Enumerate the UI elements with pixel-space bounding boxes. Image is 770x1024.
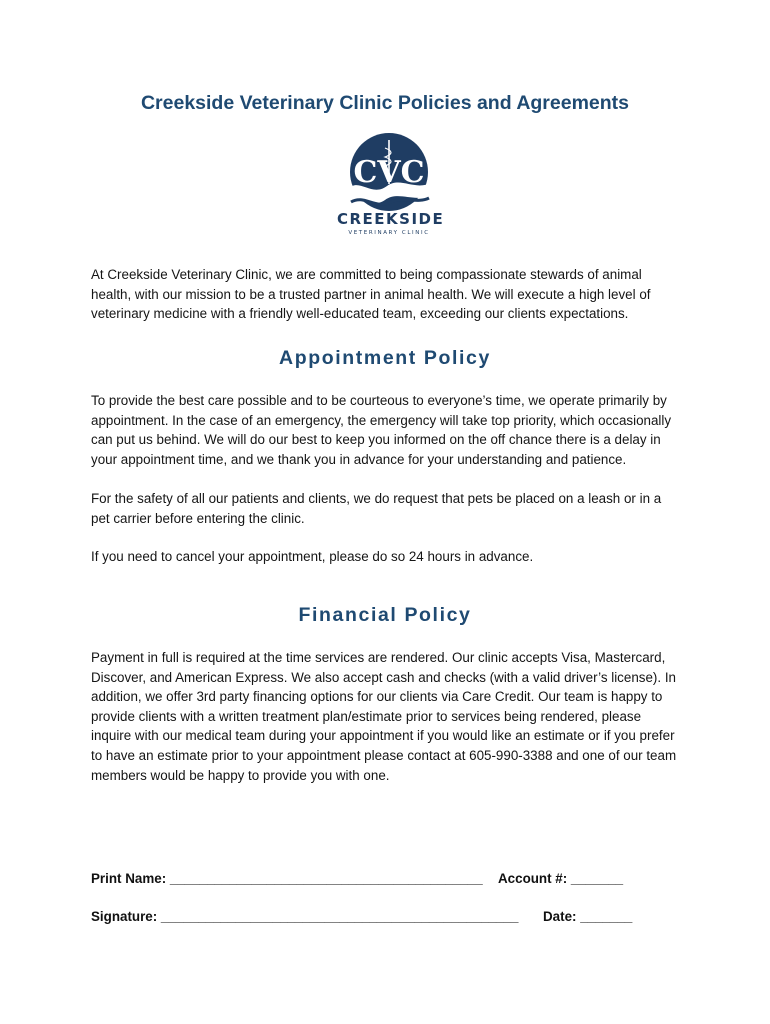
appointment-paragraph-1: To provide the best care possible and to be courteous to everyone’s time, we operate primarily by appointment. In the case of an emergency, the emergency will take top priority, which occasionally can put us behind. We will do our best to keep you informed on the off chance there is a delay in your appointment time, and we thank you in advance for your understanding and patience. [91,393,672,467]
appointment-paragraph-2: For the safety of all our patients and clients, we do request that pets be placed on a leash or in a pet carrier before entering the clinic. [91,491,662,526]
print-name-field[interactable]: Print Name: __________________________________________ [91,871,483,886]
signature-field[interactable]: Signature: ________________________________________________ [91,909,519,924]
logo-name: CREEKSIDE [337,210,445,228]
financial-paragraph: Payment in full is required at the time services are rendered. Our clinic accepts Visa, Mastercard, Discover, and American Express. We also accept cash and checks (with a valid driver’s license). In addition, we offer 3rd party financing options for our clients via Care Credit. Our team is happy to provide clients with a written treatment plan/estimate prior to services being rendered, please inquire with our medical team during your appointment if you would like an estimate or if you prefer to have an estimate prior to your appointment please contact at 605-990-3388 and one of our team members would be happy to provide you with one. [91,650,677,783]
intro-paragraph: At Creekside Veterinary Clinic, we are committed to being compassionate stewards of animal health, with our mission to be a trusted partner in animal health. We will execute a high level of veterinary medicine with a friendly well-educated team, exceeding our clients expectations. [91,267,651,322]
page-title: Creekside Veterinary Clinic Policies and Agreements [140,92,630,114]
appointment-paragraph-3: If you need to cancel your appointment, please do so 24 hours in advance. [91,549,534,564]
logo-monogram: CVC [353,155,425,190]
logo-subtitle: VETERINARY CLINIC [348,230,430,236]
account-number-field[interactable]: Account #: _______ [498,871,624,886]
appointment-policy-heading: Appointment Policy [279,347,491,369]
date-field[interactable]: Date: _______ [543,909,633,924]
financial-policy-heading: Financial Policy [298,604,472,626]
